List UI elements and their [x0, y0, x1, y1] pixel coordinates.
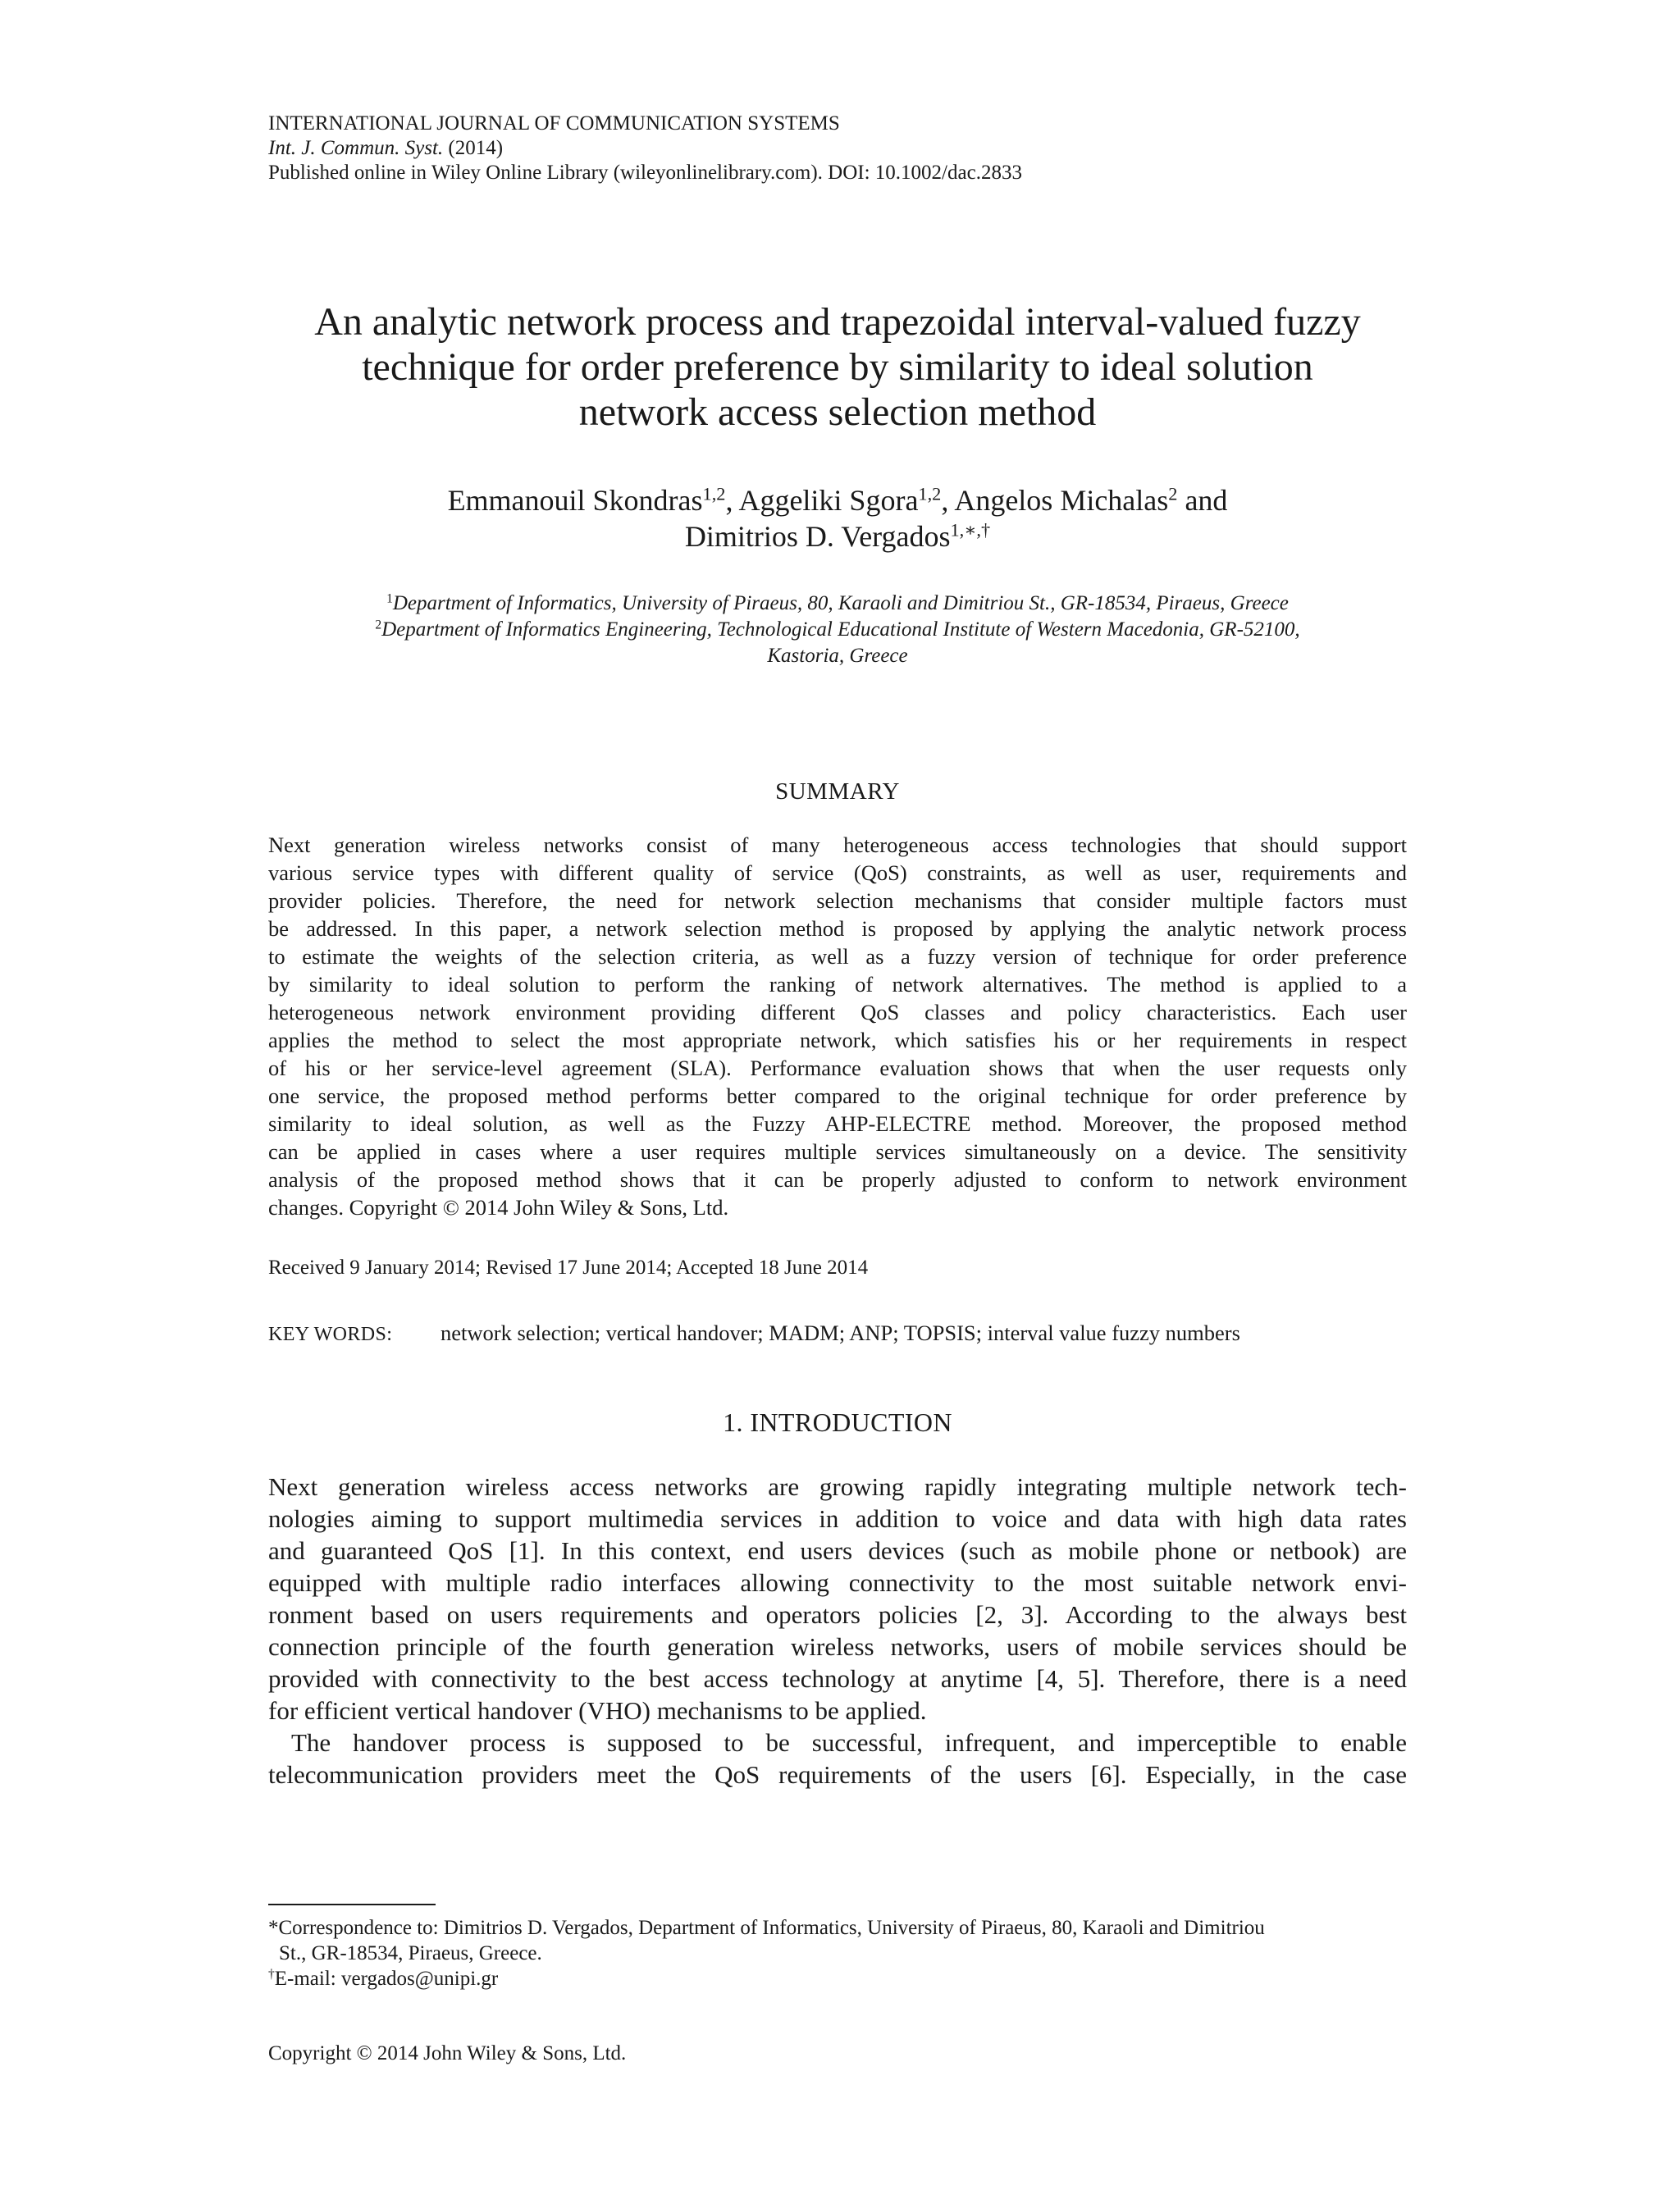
title-line: An analytic network process and trapezoidal interval-valued fuzzy	[314, 300, 1361, 344]
body-line: for efficient vertical handover (VHO) mechanisms to be applied.	[268, 1696, 927, 1725]
correspondence-footnote-cont: St., GR-18534, Piraeus, Greece.	[279, 1942, 542, 1964]
copyright-notice: Copyright © 2014 John Wiley & Sons, Ltd.	[268, 2042, 627, 2064]
abstract-line: to estimate the weights of the selection criteria, as well as a fuzzy version of technique for order preference	[268, 944, 1407, 969]
abstract-line: can be applied in cases where a user requires multiple services simultaneously on a device. The sensitivity	[268, 1139, 1407, 1164]
journal-header	[268, 112, 1407, 185]
title-line: technique for order preference by similarity to ideal solution	[362, 345, 1313, 389]
affiliation-marker: 2	[375, 618, 382, 632]
summary-heading: SUMMARY	[775, 778, 900, 805]
abstract-line: by similarity to ideal solution to perform the ranking of network alternatives. The method is applied to a	[268, 972, 1407, 997]
abstract-line: various service types with different quality of service (QoS) constraints, as well as user, requirements and	[268, 860, 1407, 885]
keywords	[268, 1319, 1407, 1348]
keywords-label: KEY WORDS:	[268, 1324, 393, 1345]
footnote-marker: †	[268, 1967, 275, 1982]
journal-name: INTERNATIONAL JOURNAL OF COMMUNICATION SYSTEMS	[268, 112, 840, 135]
author-name: , Aggeliki Sgora	[725, 484, 919, 517]
correspondence-footnote: *Correspondence to: Dimitrios D. Vergados, Department of Informatics, University of Piraeus, 80, Karaoli and Dimitriou	[268, 1917, 1265, 1939]
affiliation-2	[268, 617, 1407, 643]
publication-info: Published online in Wiley Online Library (wileyonlinelibrary.com). DOI: 10.1002/dac.2833	[268, 162, 1022, 184]
author-name: Emmanouil Skondras	[447, 484, 703, 517]
body-line: equipped with multiple radio interfaces allowing connectivity to the most suitable network envi-	[268, 1568, 1407, 1597]
abstract	[268, 831, 1407, 1221]
author-name: Dimitrios D. Vergados	[684, 520, 951, 553]
abstract-line: one service, the proposed method performs better compared to the original technique for order preference by	[268, 1083, 1407, 1108]
submission-dates: Received 9 January 2014; Revised 17 June 2014; Accepted 18 June 2014	[268, 1257, 869, 1279]
affiliation-1	[268, 591, 1407, 617]
journal-citation	[268, 136, 1407, 161]
abstract-line: of his or her service-level agreement (SLA). Performance evaluation shows that when the user requests only	[268, 1056, 1407, 1080]
body-line: provided with connectivity to the best access technology at anytime [4, 5]. Therefore, there is a need	[268, 1664, 1407, 1693]
title-line: network access selection method	[578, 390, 1097, 434]
paper-title	[268, 299, 1407, 435]
abstract-line: be addressed. In this paper, a network selection method is proposed by applying the analytic network process	[268, 916, 1407, 941]
body-line: nologies aiming to support multimedia services in addition to voice and data with high data rates	[268, 1504, 1407, 1533]
affiliation-text: Department of Informatics Engineering, Technological Educational Institute of Western Macedonia, GR-52100,	[381, 618, 1300, 641]
author-affil-sup: 1,2	[702, 483, 726, 504]
abstract-line: heterogeneous network environment providing different QoS classes and policy characteristics. Each user	[268, 1000, 1407, 1024]
body-line: ronment based on users requirements and operators policies [2, 3]. According to the always best	[268, 1600, 1407, 1629]
affiliation-2-cont: Kastoria, Greece	[767, 645, 908, 667]
journal-abbrev: Int. J. Commun. Syst.	[268, 137, 444, 159]
author-affil-sup: 1,2	[918, 483, 942, 504]
abstract-line: applies the method to select the most appropriate network, which satisfies his or her requirements in respect	[268, 1028, 1407, 1052]
affiliations	[268, 591, 1407, 669]
author-conjunction: and	[1177, 484, 1228, 517]
author-list	[268, 482, 1407, 554]
author-affil-sup: 2	[1168, 483, 1178, 504]
introduction-body	[268, 1471, 1407, 1791]
body-line: telecommunication providers meet the QoS requirements of the users [6]. Especially, in the case	[268, 1760, 1407, 1789]
body-line: connection principle of the fourth generation wireless networks, users of mobile services should be	[268, 1632, 1407, 1661]
email-footnote	[268, 1966, 1407, 1991]
section-heading-introduction: 1. INTRODUCTION	[723, 1407, 952, 1437]
keywords-text: network selection; vertical handover; MADM; ANP; TOPSIS; interval value fuzzy numbers	[441, 1321, 1240, 1345]
author-line	[268, 482, 1407, 518]
body-line: and guaranteed QoS [1]. In this context, end users devices (such as mobile phone or netbook) are	[268, 1536, 1407, 1565]
footnotes	[268, 1915, 1407, 1991]
journal-year: (2014)	[443, 137, 504, 159]
body-line: The handover process is supposed to be successful, infrequent, and imperceptible to enable	[291, 1728, 1407, 1757]
email-text: E-mail: vergados@unipi.gr	[274, 1968, 499, 1990]
author-name: , Angelos Michalas	[941, 484, 1169, 517]
author-line	[268, 518, 1407, 554]
author-affil-sup: 1,∗,†	[950, 519, 991, 541]
abstract-line: similarity to ideal solution, as well as the Fuzzy AHP-ELECTRE method. Moreover, the proposed method	[268, 1111, 1407, 1136]
body-line: Next generation wireless access networks are growing rapidly integrating multiple network tech-	[268, 1472, 1407, 1501]
footnote-rule	[268, 1904, 436, 1905]
abstract-line: changes. Copyright © 2014 John Wiley & Sons, Ltd.	[268, 1195, 729, 1220]
abstract-line: Next generation wireless networks consist of many heterogeneous access technologies that should support	[268, 833, 1407, 857]
affiliation-marker: 1	[386, 591, 393, 606]
abstract-line: provider policies. Therefore, the need for network selection mechanisms that consider multiple factors must	[268, 888, 1407, 913]
affiliation-text: Department of Informatics, University of Piraeus, 80, Karaoli and Dimitriou St., GR-18534, Piraeus, Greece	[392, 592, 1289, 614]
abstract-line: analysis of the proposed method shows that it can be properly adjusted to conform to network environment	[268, 1167, 1407, 1192]
